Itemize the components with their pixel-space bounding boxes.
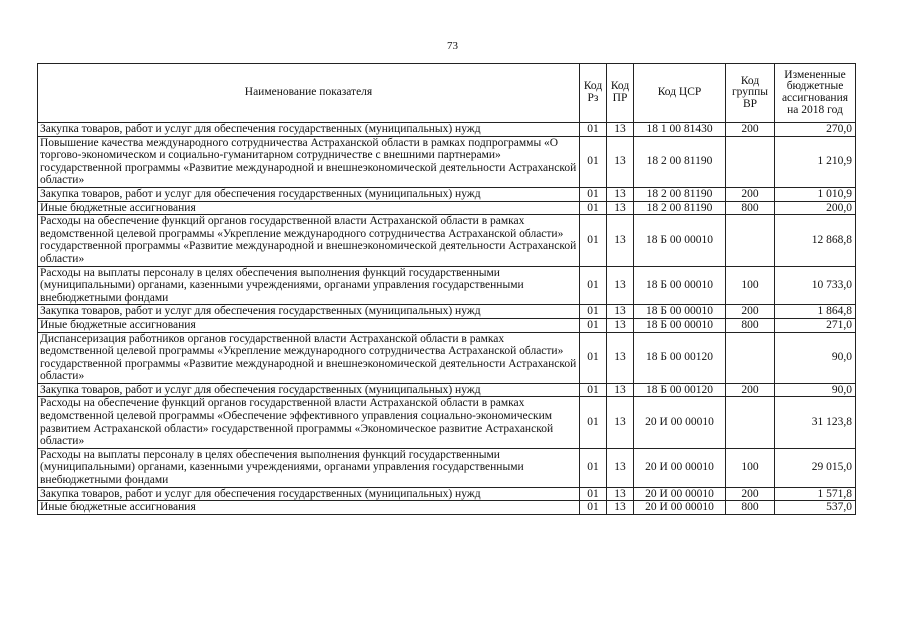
cell-amount: 90,0 [775,383,856,397]
cell-rz: 01 [580,397,607,448]
cell-csr: 20 И 00 00010 [634,487,726,501]
table-row [38,383,856,397]
cell-pr: 13 [607,332,634,383]
table-row [38,136,856,187]
header-rz: Код Рз [580,64,607,123]
cell-rz: 01 [580,487,607,501]
cell-pr: 13 [607,487,634,501]
cell-name: Закупка товаров, работ и услуг для обеспечения государственных (муниципальных) нужд [38,305,580,319]
cell-csr: 18 2 00 81190 [634,187,726,201]
cell-csr: 18 Б 00 00120 [634,332,726,383]
cell-amount: 31 123,8 [775,397,856,448]
cell-vr [726,136,775,187]
cell-amount: 1 571,8 [775,487,856,501]
cell-pr: 13 [607,318,634,332]
cell-amount: 10 733,0 [775,266,856,305]
cell-csr: 18 Б 00 00010 [634,215,726,266]
cell-amount: 270,0 [775,123,856,137]
header-csr: Код ЦСР [634,64,726,123]
cell-pr: 13 [607,123,634,137]
cell-amount: 90,0 [775,332,856,383]
cell-vr: 800 [726,501,775,515]
cell-name: Иные бюджетные ассигнования [38,201,580,215]
table-row [38,332,856,383]
cell-amount: 537,0 [775,501,856,515]
cell-vr [726,397,775,448]
cell-name: Расходы на обеспечение функций органов государственной власти Астраханской области в рамках ведомственной целевой программы «Укрепление международного сотрудничества Астраханской области» государственной программы «Развитие международной и внешнеэкономической деятельности Астраханской области» [38,215,580,266]
table-body [38,123,856,515]
table-row [38,215,856,266]
table-row [38,501,856,515]
cell-name: Диспансеризация работников органов государственной власти Астраханской области в рамках ведомственной целевой программы «Укрепление международного сотрудничества Астраханской области» государственной программы «Развитие международной и внешнеэкономической деятельности Астраханской области» [38,332,580,383]
cell-csr: 20 И 00 00010 [634,397,726,448]
cell-csr: 18 1 00 81430 [634,123,726,137]
cell-vr: 800 [726,318,775,332]
cell-name: Закупка товаров, работ и услуг для обеспечения государственных (муниципальных) нужд [38,487,580,501]
cell-amount: 29 015,0 [775,448,856,487]
cell-name: Повышение качества международного сотрудничества Астраханской области в рамках подпрограммы «О торгово-экономическом и социально-гуманитарном сотрудничестве с внешними партнерами» государственной программы «Развитие международной и внешнеэкономической деятельности Астраханской области» [38,136,580,187]
cell-csr: 18 2 00 81190 [634,201,726,215]
table-row [38,487,856,501]
cell-amount: 1 210,9 [775,136,856,187]
table-row [38,397,856,448]
cell-amount: 271,0 [775,318,856,332]
page-number: 73 [447,40,458,52]
header-amount: Измененные бюджетные ассигнования на 2018 год [775,64,856,123]
cell-rz: 01 [580,215,607,266]
cell-name: Закупка товаров, работ и услуг для обеспечения государственных (муниципальных) нужд [38,123,580,137]
cell-vr: 200 [726,383,775,397]
cell-pr: 13 [607,501,634,515]
cell-rz: 01 [580,383,607,397]
table-row [38,266,856,305]
table-row [38,123,856,137]
header-row [38,64,856,123]
cell-pr: 13 [607,266,634,305]
cell-pr: 13 [607,305,634,319]
cell-csr: 18 Б 00 00010 [634,305,726,319]
cell-amount: 200,0 [775,201,856,215]
table-header [38,64,856,123]
cell-vr: 100 [726,266,775,305]
cell-name: Расходы на выплаты персоналу в целях обеспечения выполнения функций государственными (муниципальными) органами, казенными учреждениями, органами управления государственными внебюджетными фондами [38,266,580,305]
cell-rz: 01 [580,187,607,201]
cell-name: Закупка товаров, работ и услуг для обеспечения государственных (муниципальных) нужд [38,187,580,201]
table-row [38,201,856,215]
budget-table [37,63,856,515]
cell-name: Иные бюджетные ассигнования [38,501,580,515]
cell-pr: 13 [607,397,634,448]
cell-vr [726,332,775,383]
cell-vr: 800 [726,201,775,215]
cell-rz: 01 [580,201,607,215]
cell-rz: 01 [580,318,607,332]
cell-rz: 01 [580,332,607,383]
cell-vr: 200 [726,187,775,201]
cell-name: Расходы на выплаты персоналу в целях обеспечения выполнения функций государственными (муниципальными) органами, казенными учреждениями, органами управления государственными внебюджетными фондами [38,448,580,487]
cell-pr: 13 [607,383,634,397]
header-pr: Код ПР [607,64,634,123]
cell-csr: 20 И 00 00010 [634,501,726,515]
cell-pr: 13 [607,136,634,187]
cell-pr: 13 [607,187,634,201]
cell-pr: 13 [607,215,634,266]
header-vr: Код группы ВР [726,64,775,123]
cell-csr: 18 Б 00 00120 [634,383,726,397]
cell-csr: 20 И 00 00010 [634,448,726,487]
cell-amount: 12 868,8 [775,215,856,266]
cell-vr: 200 [726,123,775,137]
cell-name: Иные бюджетные ассигнования [38,318,580,332]
table-row [38,448,856,487]
cell-rz: 01 [580,448,607,487]
cell-rz: 01 [580,123,607,137]
cell-name: Расходы на обеспечение функций органов государственной власти Астраханской области в рамках ведомственной целевой программы «Обеспечение эффективного управления социально-экономическим развитием Астраханской области» государственной программы «Экономическое развитие Астраханской области» [38,397,580,448]
cell-amount: 1 010,9 [775,187,856,201]
cell-vr: 100 [726,448,775,487]
table-row [38,305,856,319]
cell-name: Закупка товаров, работ и услуг для обеспечения государственных (муниципальных) нужд [38,383,580,397]
table-row [38,187,856,201]
header-name: Наименование показателя [38,64,580,123]
cell-vr: 200 [726,305,775,319]
cell-csr: 18 Б 00 00010 [634,318,726,332]
cell-amount: 1 864,8 [775,305,856,319]
cell-vr [726,215,775,266]
table-row [38,318,856,332]
cell-rz: 01 [580,305,607,319]
cell-vr: 200 [726,487,775,501]
cell-csr: 18 Б 00 00010 [634,266,726,305]
cell-rz: 01 [580,136,607,187]
cell-pr: 13 [607,201,634,215]
cell-rz: 01 [580,266,607,305]
cell-pr: 13 [607,448,634,487]
cell-rz: 01 [580,501,607,515]
cell-csr: 18 2 00 81190 [634,136,726,187]
